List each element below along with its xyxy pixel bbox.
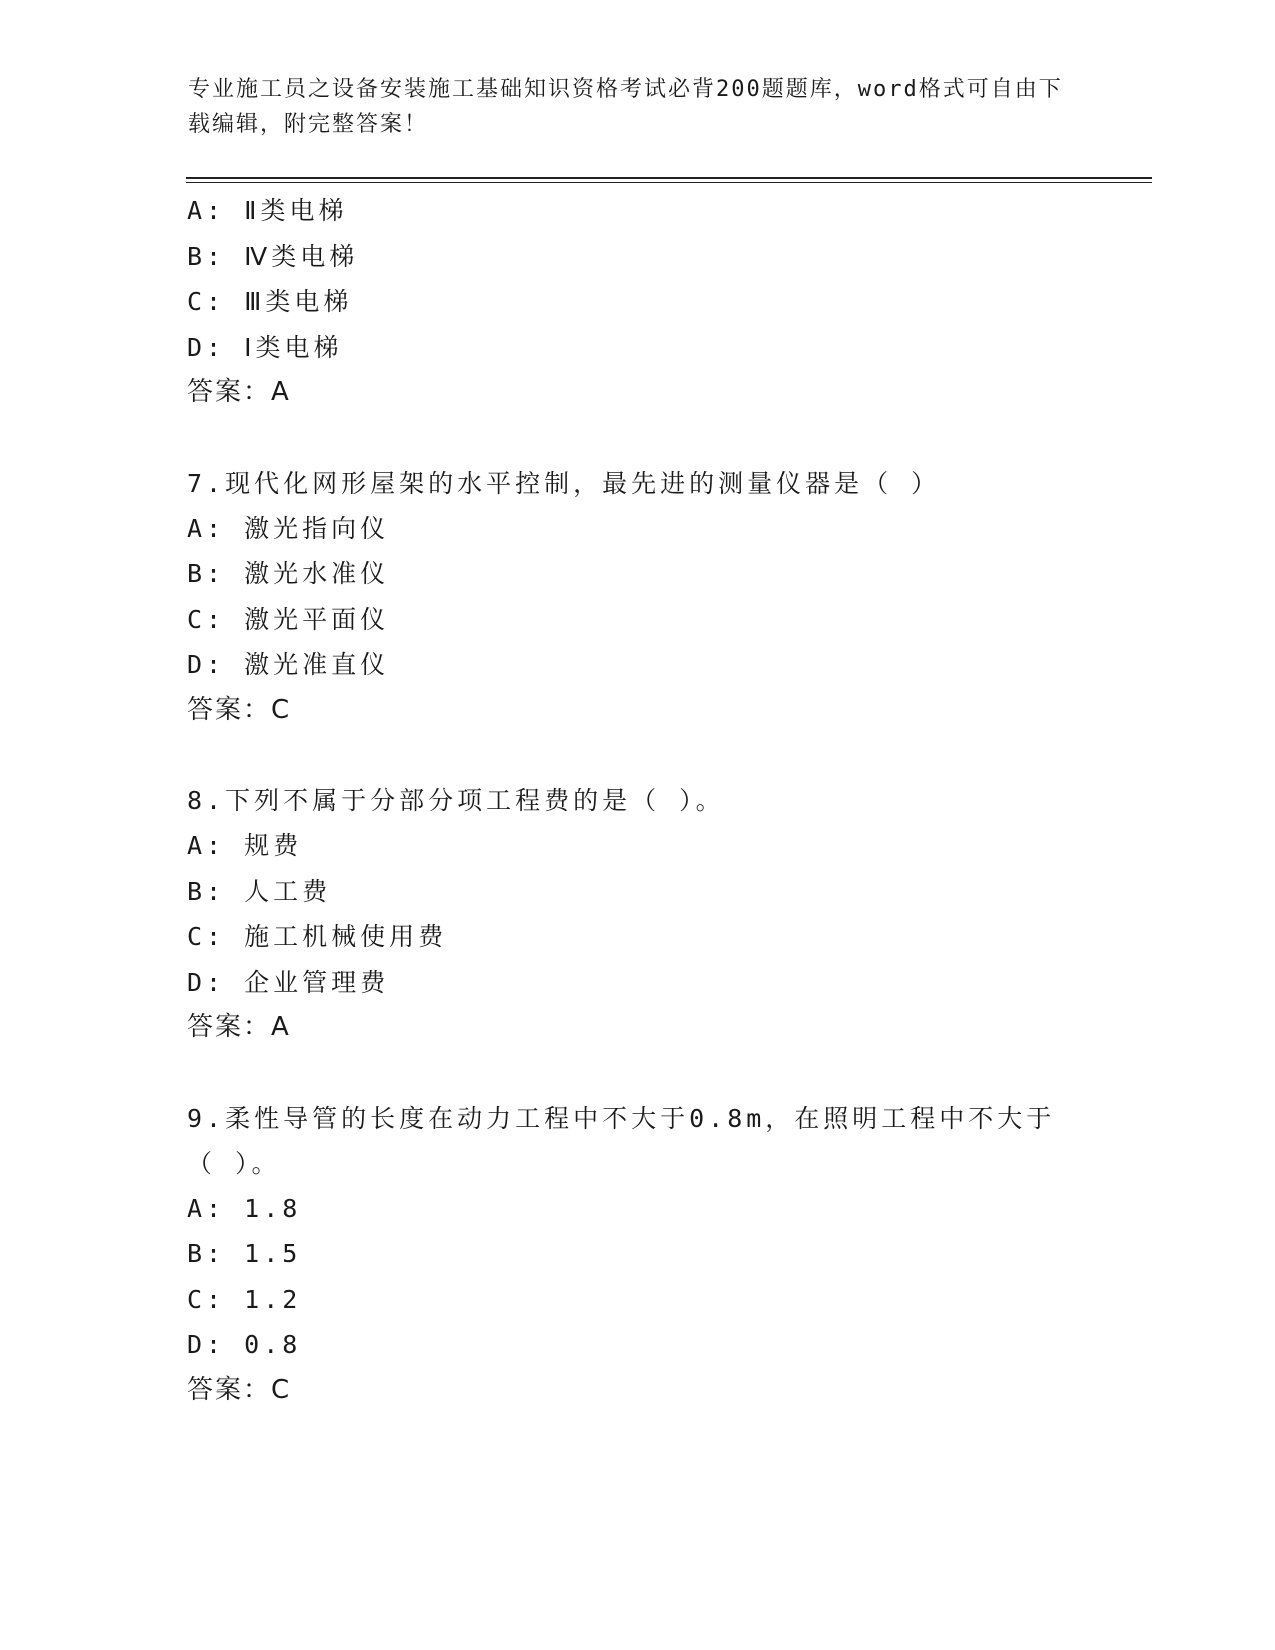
option-d: D: 激光准直仪 [187,650,390,679]
header-divider [186,177,1152,179]
question-block-6 [187,188,1087,416]
option-b: B: 激光水准仪 [187,559,390,588]
header-divider-thin [186,182,1152,183]
question-stem: 9.柔性导管的长度在动力工程中不大于0.8m，在照明工程中不大于（ ）。 [187,1103,1056,1178]
option-a: A: Ⅱ类电梯 [187,196,348,225]
answer-line: 答案：A [187,377,291,407]
option-b: B: 人工费 [187,876,332,906]
document-title: 专业施工员之设备安装施工基础知识资格考试必背200题题库，word格式可自由下载编辑，附完整答案！ [188,77,1063,137]
option-b: B: Ⅳ类电梯 [187,241,359,271]
question-stem: 8.下列不属于分部分项工程费的是（ ）。 [187,786,725,815]
option-d: D: 0.8 [187,1330,302,1359]
answer-line: 答案：C [187,694,292,725]
option-b: B: 1.5 [187,1239,302,1268]
option-d: D: Ⅰ类电梯 [187,332,343,362]
option-c: C: Ⅲ类电梯 [187,287,353,316]
option-a: A: 规费 [187,831,303,860]
question-stem: 7.现代化网形屋架的水平控制，最先进的测量仪器是（ ） [187,468,941,498]
option-c: C: 激光平面仪 [187,604,390,634]
question-list [187,188,1087,1413]
question-block-9 [187,1096,1087,1414]
option-c: C: 1.2 [187,1284,302,1314]
answer-line: 答案：A [187,1012,291,1042]
option-d: D: 企业管理费 [187,967,390,997]
question-block-7 [187,461,1087,734]
option-c: C: 施工机械使用费 [187,922,448,951]
option-a: A: 1.8 [187,1193,302,1223]
answer-line: 答案：C [187,1374,292,1405]
option-a: A: 激光指向仪 [187,513,390,543]
question-block-8 [187,778,1087,1051]
